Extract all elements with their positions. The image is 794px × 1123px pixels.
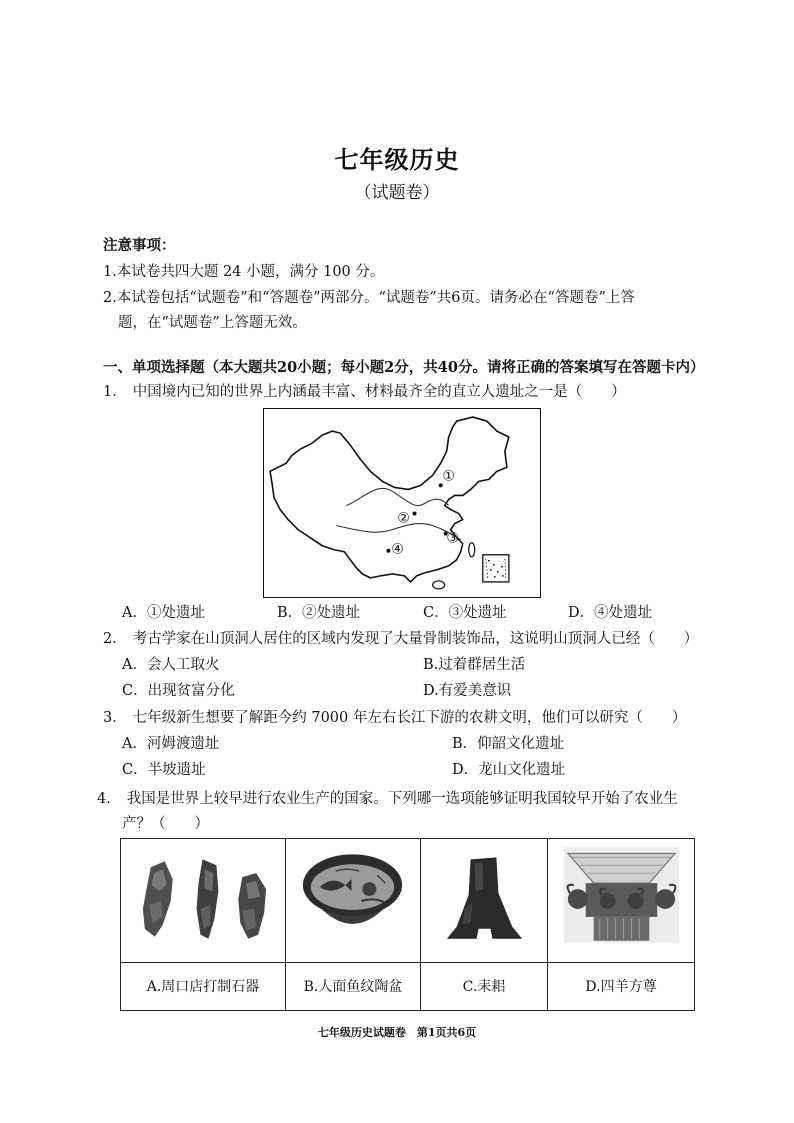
map-marker-1: ① bbox=[442, 468, 455, 485]
question-4-stem-line-2: 产？（ ） bbox=[122, 816, 209, 832]
notice-item-2-line-1: 2.本试卷包括“试题卷”和“答题卷”两部分。“试题卷”共6页。请务必在“答题卷”上答 bbox=[103, 290, 635, 306]
q2-option-c: C．出现贫富分化 bbox=[122, 683, 235, 699]
site-dot-2 bbox=[413, 512, 417, 516]
section-heading: 一、单项选择题（本大题共20小题；每小题2分，共40分。请将正确的答案填写在答题卡内） bbox=[103, 359, 705, 376]
notice-heading: 注意事项： bbox=[103, 237, 176, 254]
question-number: 4． bbox=[97, 791, 121, 807]
question-text: 中国境内已知的世界上内涵最丰富、材料最齐全的直立人遗址之一是（ ） bbox=[132, 384, 626, 400]
q2-option-d: D.有爱美意识 bbox=[423, 683, 512, 699]
question-number: 2． bbox=[103, 631, 127, 647]
exam-subtitle: （试题卷） bbox=[354, 183, 440, 203]
question-number: 3． bbox=[103, 710, 127, 726]
fish-pattern-pottery-basin-image bbox=[286, 839, 420, 962]
map-marker-3: ③ bbox=[446, 530, 459, 547]
question-text: 考古学家在山顶洞人居住的区域内发现了大量骨制装饰品，这说明山顶洞人已经（ ） bbox=[132, 631, 699, 647]
q4-option-d: D.四羊方尊 bbox=[548, 963, 695, 1011]
question-4-stem-line-1 bbox=[97, 789, 678, 809]
q4-image-row bbox=[121, 839, 695, 963]
china-map bbox=[263, 408, 541, 598]
q1-option-d: D．④处遗址 bbox=[568, 605, 653, 621]
map-marker-2: ② bbox=[397, 510, 410, 527]
exam-title: 七年级历史 bbox=[334, 145, 460, 174]
q1-option-c: C．③处遗址 bbox=[423, 605, 507, 621]
q4-cell-c-image bbox=[421, 839, 548, 963]
question-2-stem bbox=[103, 629, 698, 649]
question-text: 我国是世界上较早进行农业生产的国家。下列哪一选项能够证明我国较早开始了农业生 bbox=[126, 791, 678, 807]
q3-option-b: B．仰韶文化遗址 bbox=[452, 736, 565, 752]
q4-label-row bbox=[121, 963, 695, 1011]
question-3-stem bbox=[103, 708, 686, 728]
q4-options-table bbox=[120, 838, 695, 1011]
hainan-island bbox=[433, 581, 445, 589]
q4-cell-b-image bbox=[286, 839, 421, 963]
q1-option-b: B．②处遗址 bbox=[277, 605, 361, 621]
south-china-sea-inset bbox=[483, 555, 509, 582]
question-number: 1． bbox=[103, 384, 127, 400]
four-goat-bronze-zun-image bbox=[548, 839, 694, 962]
chipped-stone-tools-image bbox=[121, 839, 285, 962]
notice-item-1: 1.本试卷共四大题 24 小题，满分 100 分。 bbox=[103, 264, 385, 280]
q4-cell-d-image bbox=[548, 839, 695, 963]
q3-option-d: D．龙山文化遗址 bbox=[452, 762, 566, 778]
q1-option-a: A．①处遗址 bbox=[122, 605, 205, 621]
q2-option-a: A．会人工取火 bbox=[122, 657, 220, 673]
q3-option-c: C．半坡遗址 bbox=[122, 762, 206, 778]
q4-option-c: C.耒耜 bbox=[421, 963, 548, 1011]
question-1-stem bbox=[103, 382, 626, 402]
page-footer: 七年级历史试题卷 第1页共6页 bbox=[317, 1026, 477, 1039]
site-dot-4 bbox=[386, 549, 390, 553]
china-outline bbox=[270, 417, 509, 582]
q3-option-a: A．河姆渡遗址 bbox=[122, 736, 220, 752]
notice-item-2-line-2: 题，在“试题卷”上答题无效。 bbox=[118, 315, 307, 331]
question-text: 七年级新生想要了解距今约 7000 年左右长江下游的农耕文明，他们可以研究（ ） bbox=[132, 710, 687, 726]
map-marker-4: ④ bbox=[391, 541, 404, 558]
china-map-drawing bbox=[264, 409, 540, 597]
leisi-farming-tool-image bbox=[421, 839, 547, 962]
q4-option-b: B.人面鱼纹陶盆 bbox=[286, 963, 421, 1011]
q4-option-a: A.周口店打制石器 bbox=[121, 963, 286, 1011]
q4-cell-a-image bbox=[121, 839, 286, 963]
q2-option-b: B.过着群居生活 bbox=[423, 657, 526, 673]
taiwan-island bbox=[469, 543, 475, 557]
